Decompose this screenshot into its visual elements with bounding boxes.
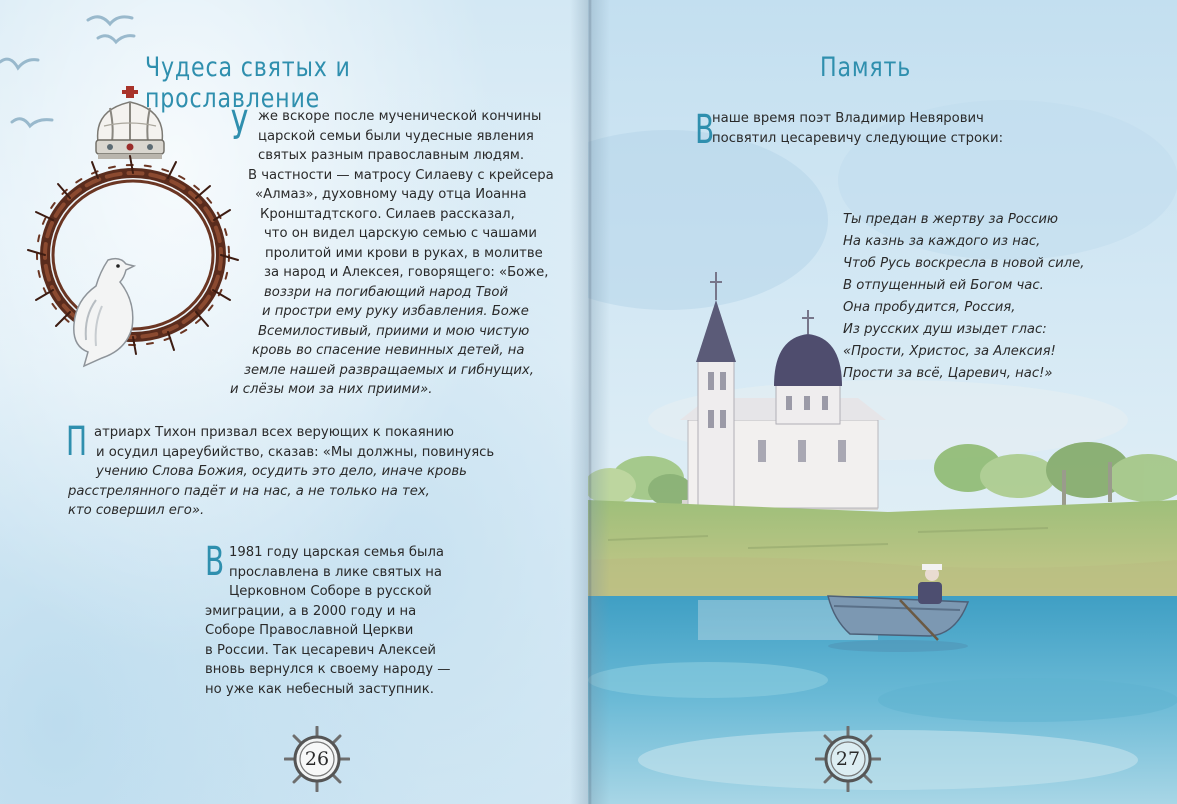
text-line: 1981 году царская семья была <box>229 545 444 560</box>
dropcap: У <box>231 103 249 149</box>
page-number <box>284 726 350 792</box>
text-line: вновь вернулся к своему народу — <box>205 662 451 677</box>
text-line: же вскоре после мученической кончины <box>258 109 542 124</box>
text-line: царской семьи были чудесные явления <box>258 128 534 144</box>
paragraph-patriarch <box>66 419 495 521</box>
page-number <box>815 726 881 792</box>
text-line: но уже как небесный заступник. <box>205 681 434 697</box>
poem-line: Из русских душ изыдет глас: <box>843 322 1047 337</box>
text-line: В частности — матросу Силаеву с крейсера <box>248 167 554 183</box>
text-line: «Алмаз», духовному чаду отца Иоанна <box>255 187 527 202</box>
text-line: и осудил цареубийство, сказав: «Мы должны, повинуясь <box>96 444 495 460</box>
text-line: атриарх Тихон призвал всех верующих к покаянию <box>94 425 454 440</box>
dropcap: В <box>205 539 225 585</box>
text-line: пролитой ими крови в руках, в молитве <box>265 245 543 261</box>
dove-icon <box>62 250 152 370</box>
text-line: и слёзы мои за них приими». <box>230 382 433 397</box>
text-line: Кронштадтского. Силаев рассказал, <box>260 206 515 222</box>
text-line: в России. Так цесаревич Алексей <box>205 642 437 658</box>
dropcap: П <box>66 419 88 465</box>
text-line: что он видел царскую семью с чашами <box>264 226 537 241</box>
text-line: учению Слова Божия, осудить это дело, иначе кровь <box>96 464 467 479</box>
dropcap: В <box>695 107 715 153</box>
text-line: наше время поэт Владимир Невярович <box>712 111 984 126</box>
poem-line: В отпущенный ей Богом час. <box>843 278 1044 293</box>
poem-line: Прости за всё, Царевич, нас!» <box>843 366 1053 381</box>
paragraph-glorification <box>205 539 451 699</box>
page-number-label: 27 <box>835 748 861 770</box>
poem-line: Она пробудится, Россия, <box>843 300 1016 315</box>
text-line: Соборе Православной Церкви <box>205 623 414 638</box>
poem-line: «Прости, Христос, за Алексия! <box>843 344 1056 359</box>
text-line: воззри на погибающий народ Твой <box>264 284 509 300</box>
poem-line: Чтоб Русь воскресла в новой силе, <box>843 256 1085 271</box>
left-page <box>0 0 588 804</box>
text-line: за народ и Алексея, говорящего: «Боже, <box>264 265 549 280</box>
page-title: Чудеса святых и прославление <box>145 52 351 114</box>
poem <box>843 209 1084 385</box>
paragraph-miracles <box>230 103 554 400</box>
poem-line: Ты предан в жертву за Россию <box>843 212 1059 227</box>
paragraph-intro <box>700 109 1003 148</box>
text-line: расстрелянного падёт и на нас, а не только на тех, <box>68 483 430 499</box>
page-title: Память <box>820 52 912 83</box>
text-line: и простри ему руку избавления. Боже <box>262 304 529 319</box>
text-line: посвятил цесаревичу следующие строки: <box>712 130 1004 146</box>
text-line: Всемилостивый, приими и мою чистую <box>258 323 530 339</box>
text-line: кто совершил его». <box>68 503 205 518</box>
poem-line: На казнь за каждого из нас, <box>843 234 1041 249</box>
text-line: святых разным православным людям. <box>258 148 525 163</box>
text-line: земле нашей развращаемых и гибнущих, <box>244 362 534 378</box>
text-line: кровь во спасение невинных детей, на <box>252 343 525 358</box>
text-line: Церковном Соборе в русской <box>229 584 432 599</box>
text-line: эмиграции, а в 2000 году и на <box>205 603 417 619</box>
book-gutter <box>570 0 610 804</box>
text-line: прославлена в лике святых на <box>229 564 443 580</box>
page-number-label: 26 <box>304 748 330 770</box>
